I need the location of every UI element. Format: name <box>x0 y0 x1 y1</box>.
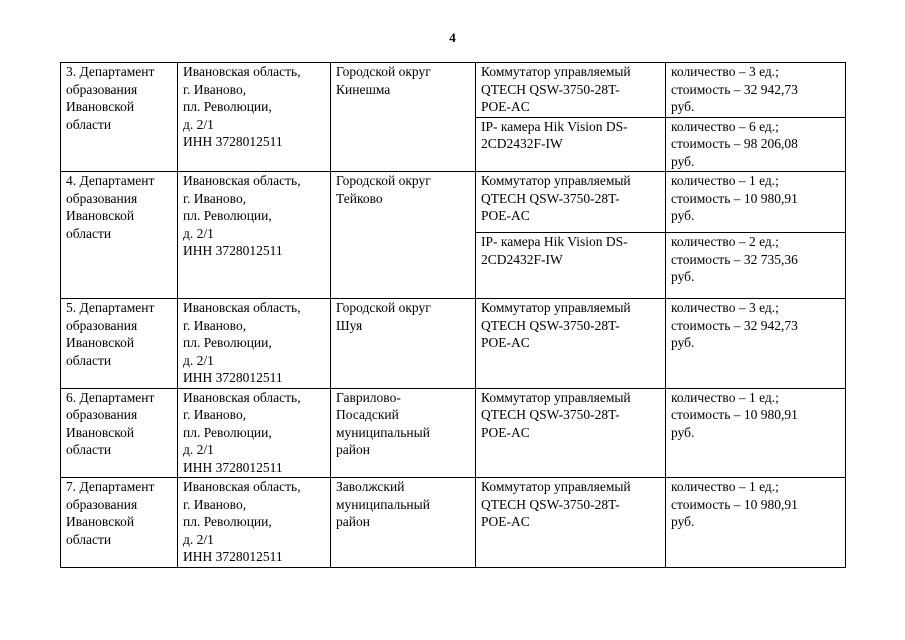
terms-cell: количество – 1 ед.; стоимость – 10 980,91 руб. <box>666 388 846 478</box>
allocation-table <box>60 62 846 568</box>
address-cell: Ивановская область, г. Иваново, пл. Революции, д. 2/1 ИНН 3728012511 <box>178 478 331 568</box>
equipment-cell: Коммутатор управляемый QTECH QSW-3750-28T- POE-AC <box>476 63 666 118</box>
recipient-cell: 6. Департамент образования Ивановской области <box>61 388 178 478</box>
equipment-cell: Коммутатор управляемый QTECH QSW-3750-28T- POE-AC <box>476 172 666 233</box>
district-cell: Заволжский муниципальный район <box>331 478 476 568</box>
terms-cell: количество – 6 ед.; стоимость – 98 206,08 руб. <box>666 117 846 172</box>
address-cell: Ивановская область, г. Иваново, пл. Революции, д. 2/1 ИНН 3728012511 <box>178 172 331 299</box>
equipment-cell: Коммутатор управляемый QTECH QSW-3750-28T- POE-AC <box>476 299 666 389</box>
equipment-cell: IP- камера Hik Vision DS- 2CD2432F-IW <box>476 117 666 172</box>
address-cell: Ивановская область, г. Иваново, пл. Революции, д. 2/1 ИНН 3728012511 <box>178 299 331 389</box>
address-cell: Ивановская область, г. Иваново, пл. Революции, д. 2/1 ИНН 3728012511 <box>178 63 331 172</box>
equipment-cell: Коммутатор управляемый QTECH QSW-3750-28T- POE-AC <box>476 478 666 568</box>
table-row <box>61 63 846 118</box>
recipient-cell: 4. Департамент образования Ивановской области <box>61 172 178 299</box>
district-cell: Гаврилово- Посадский муниципальный район <box>331 388 476 478</box>
recipient-cell: 5. Департамент образования Ивановской области <box>61 299 178 389</box>
terms-cell: количество – 1 ед.; стоимость – 10 980,91 руб. <box>666 172 846 233</box>
equipment-cell: IP- камера Hik Vision DS- 2CD2432F-IW <box>476 233 666 299</box>
district-cell: Городской округ Тейково <box>331 172 476 299</box>
terms-cell: количество – 3 ед.; стоимость – 32 942,73 руб. <box>666 63 846 118</box>
table-row <box>61 478 846 568</box>
equipment-cell: Коммутатор управляемый QTECH QSW-3750-28T- POE-AC <box>476 388 666 478</box>
district-cell: Городской округ Шуя <box>331 299 476 389</box>
terms-cell: количество – 3 ед.; стоимость – 32 942,73 руб. <box>666 299 846 389</box>
table-row <box>61 172 846 233</box>
page-number: 4 <box>449 30 456 45</box>
terms-cell: количество – 1 ед.; стоимость – 10 980,91 руб. <box>666 478 846 568</box>
table-row <box>61 299 846 389</box>
recipient-cell: 3. Департамент образования Ивановской области <box>61 63 178 172</box>
terms-cell: количество – 2 ед.; стоимость – 32 735,36 руб. <box>666 233 846 299</box>
address-cell: Ивановская область, г. Иваново, пл. Революции, д. 2/1 ИНН 3728012511 <box>178 388 331 478</box>
table-row <box>61 388 846 478</box>
district-cell: Городской округ Кинешма <box>331 63 476 172</box>
recipient-cell: 7. Департамент образования Ивановской области <box>61 478 178 568</box>
